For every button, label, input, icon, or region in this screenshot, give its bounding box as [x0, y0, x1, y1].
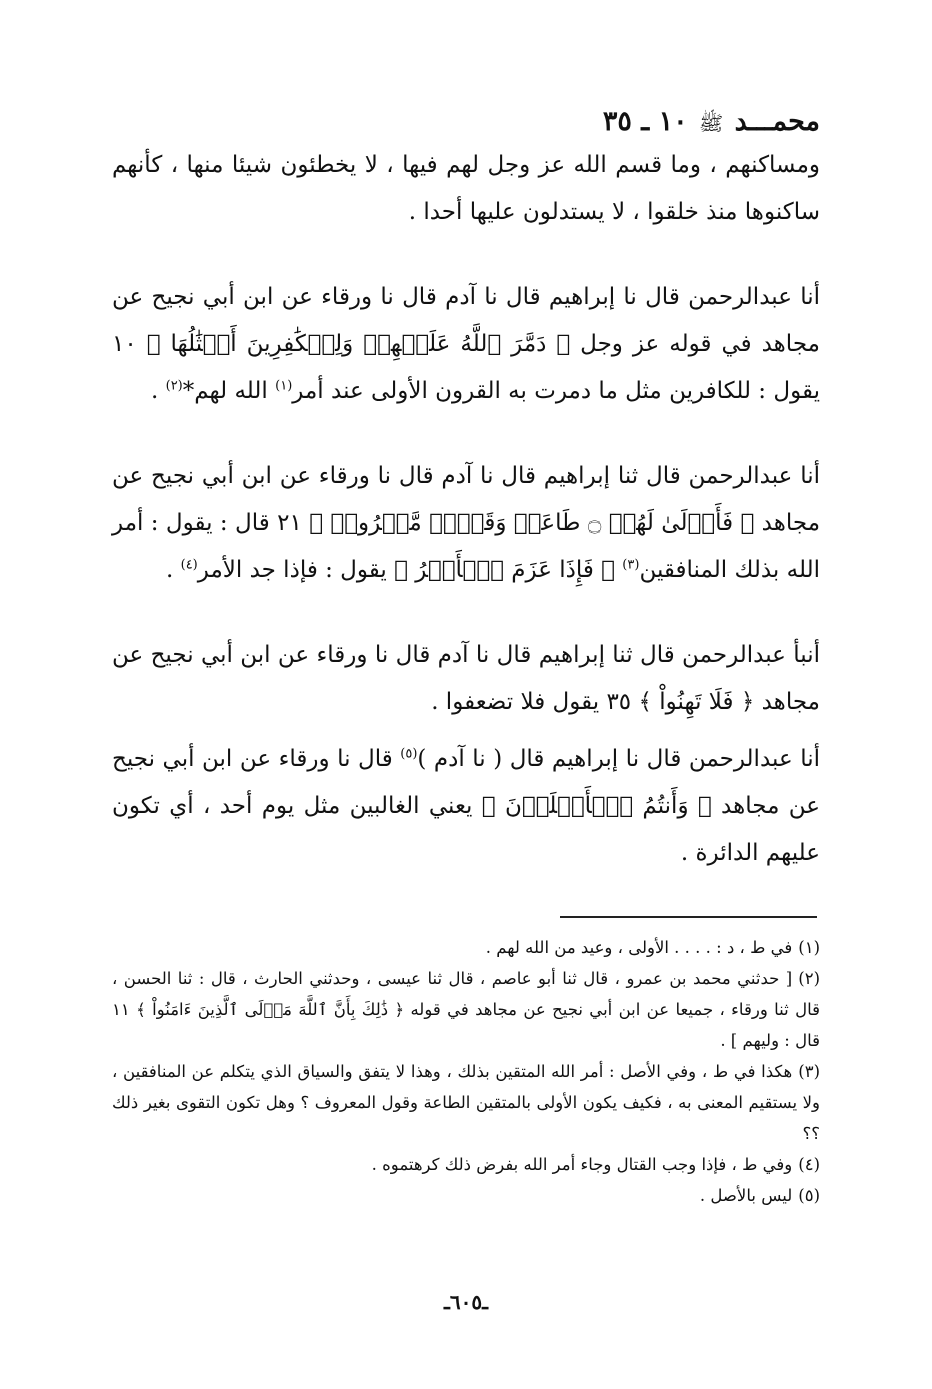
footnote-text: هكذا في ط ، وفي الأصل : أمر الله المتقين بذلك ، وهذا لا يتفق والسياق الذي يتكلم عن المنافقين ، ولا يستقيم المعنى به ، فكيف يكون الأولى بالمتقين الطاعة وقول المعروف ؟ وهل تكون التقوى بغير ذلك ؟؟: [112, 1062, 820, 1143]
paragraph-5: [112, 736, 820, 877]
paragraph-2-text-cont: الله لهم*: [182, 378, 276, 404]
paragraph-3-text-end: .: [165, 557, 181, 583]
footnote-text: ليس بالأصل .: [699, 1186, 793, 1205]
footnote-4: [112, 1149, 820, 1180]
footnote-text: في ط ، د : . . . . الأولى ، وعيد من الله لهم .: [485, 938, 793, 957]
paragraph-1: [112, 142, 820, 236]
footnote-2: [112, 963, 820, 1056]
footnote-ref-4[interactable]: (٤): [180, 557, 198, 573]
footnote-1: [112, 932, 820, 963]
verse-range: ١٠ ـ ٣٥: [602, 106, 688, 137]
page-number: ـ٦٠٥ـ: [444, 1290, 488, 1314]
paragraph-5-text: أنا عبدالرحمن قال نا إبراهيم قال ( نا آدم ): [417, 746, 820, 772]
salawat-symbol: ﷺ: [699, 111, 724, 135]
footnote-number: (٤): [798, 1155, 820, 1174]
paragraph-3-text-cont: ﴿ فَإِذَا عَزَمَ ٱلۡأَمۡرُ ﴾ يقول : فإذا جد الأمر: [197, 557, 623, 583]
footnote-5: [112, 1180, 820, 1211]
footnote-number: (٣): [798, 1062, 820, 1081]
footnote-ref-3[interactable]: (٣): [622, 557, 640, 573]
paragraph-4-text: أنبأ عبدالرحمن قال ثنا إبراهيم قال نا آدم قال نا ورقاء عن ابن أبي نجيح عن مجاهد ﴿ فَلَا تَهِنُواْ ﴾ ٣٥ يقول فلا تضعفوا .: [112, 642, 820, 715]
footnote-number: (٥): [798, 1186, 820, 1205]
paragraph-4: [112, 632, 820, 726]
footnote-separator: [560, 916, 817, 918]
paragraph-2: [112, 274, 820, 415]
footnote-ref-1[interactable]: (١): [275, 378, 293, 394]
footnote-ref-5[interactable]: (٥): [400, 746, 418, 762]
paragraph-2-text-end: .: [150, 378, 166, 404]
footnotes: [112, 932, 820, 1211]
running-header: [112, 102, 820, 143]
main-text: [112, 142, 820, 877]
footnote-text: وفي ط ، فإذا وجب القتال وجاء أمر الله بفرض ذلك كرهتموه .: [371, 1155, 793, 1174]
paragraph-1-text: ومساكنهم ، وما قسم الله عز وجل لهم فيها ، لا يخطئون شيئا منها ، كأنهم ساكنوها منذ خلقوا ، لا يستدلون عليها أحدا .: [112, 152, 820, 225]
paragraph-3-text: أنا عبدالرحمن قال ثنا إبراهيم قال نا آدم قال نا ورقاء عن ابن أبي نجيح عن مجاهد ﴿ فَأَوۡلَىٰ لَهُمۡ ۝ طَاعَةٞ وَقَوۡلٞ مَّعۡرُوفٞ ﴾ ٢١ قال : يقول : أمر الله بذلك المنافقين: [112, 463, 821, 583]
footnote-3: [112, 1056, 820, 1149]
footnote-ref-2[interactable]: (٢): [165, 378, 183, 394]
footnote-text: [ حدثني محمد بن عمرو ، قال ثنا أبو عاصم ، قال ثنا عيسى ، وحدثني الحارث ، قال : ثنا الحسن ، قال ثنا ورقاء ، جميعا عن ابن أبي نجيح عن مجاهد في قوله ﴿ ذَٰلِكَ بِأَنَّ ٱللَّهَ مَوۡلَى ٱلَّذِينَ ءَامَنُواْ ﴾ ١١ قال : وليهم ] .: [112, 969, 820, 1050]
paragraph-5-text-cont: قال نا ورقاء عن ابن أبي نجيح عن مجاهد ﴿ وَأَنتُمُ ٱلۡأَعۡلَوۡنَ ﴾ يعني الغالبين مثل يوم أحد ، أي تكون عليهم الدائرة .: [112, 746, 820, 866]
surah-title: محمـــد: [734, 106, 820, 137]
footnote-number: (١): [798, 938, 820, 957]
paragraph-2-text: أنا عبدالرحمن قال نا إبراهيم قال نا آدم قال نا ورقاء عن ابن أبي نجيح عن مجاهد في قوله عز وجل ﴿ دَمَّرَ ٱللَّهُ عَلَيۡهِمۡ وَلِلۡكَٰفِرِينَ أَمۡثَٰلُهَا ﴾ ١٠ يقول : للكافرين مثل ما دمرت به القرون الأولى عند أمر: [112, 284, 820, 404]
footnote-number: (٢): [798, 969, 820, 988]
paragraph-3: [112, 453, 820, 594]
